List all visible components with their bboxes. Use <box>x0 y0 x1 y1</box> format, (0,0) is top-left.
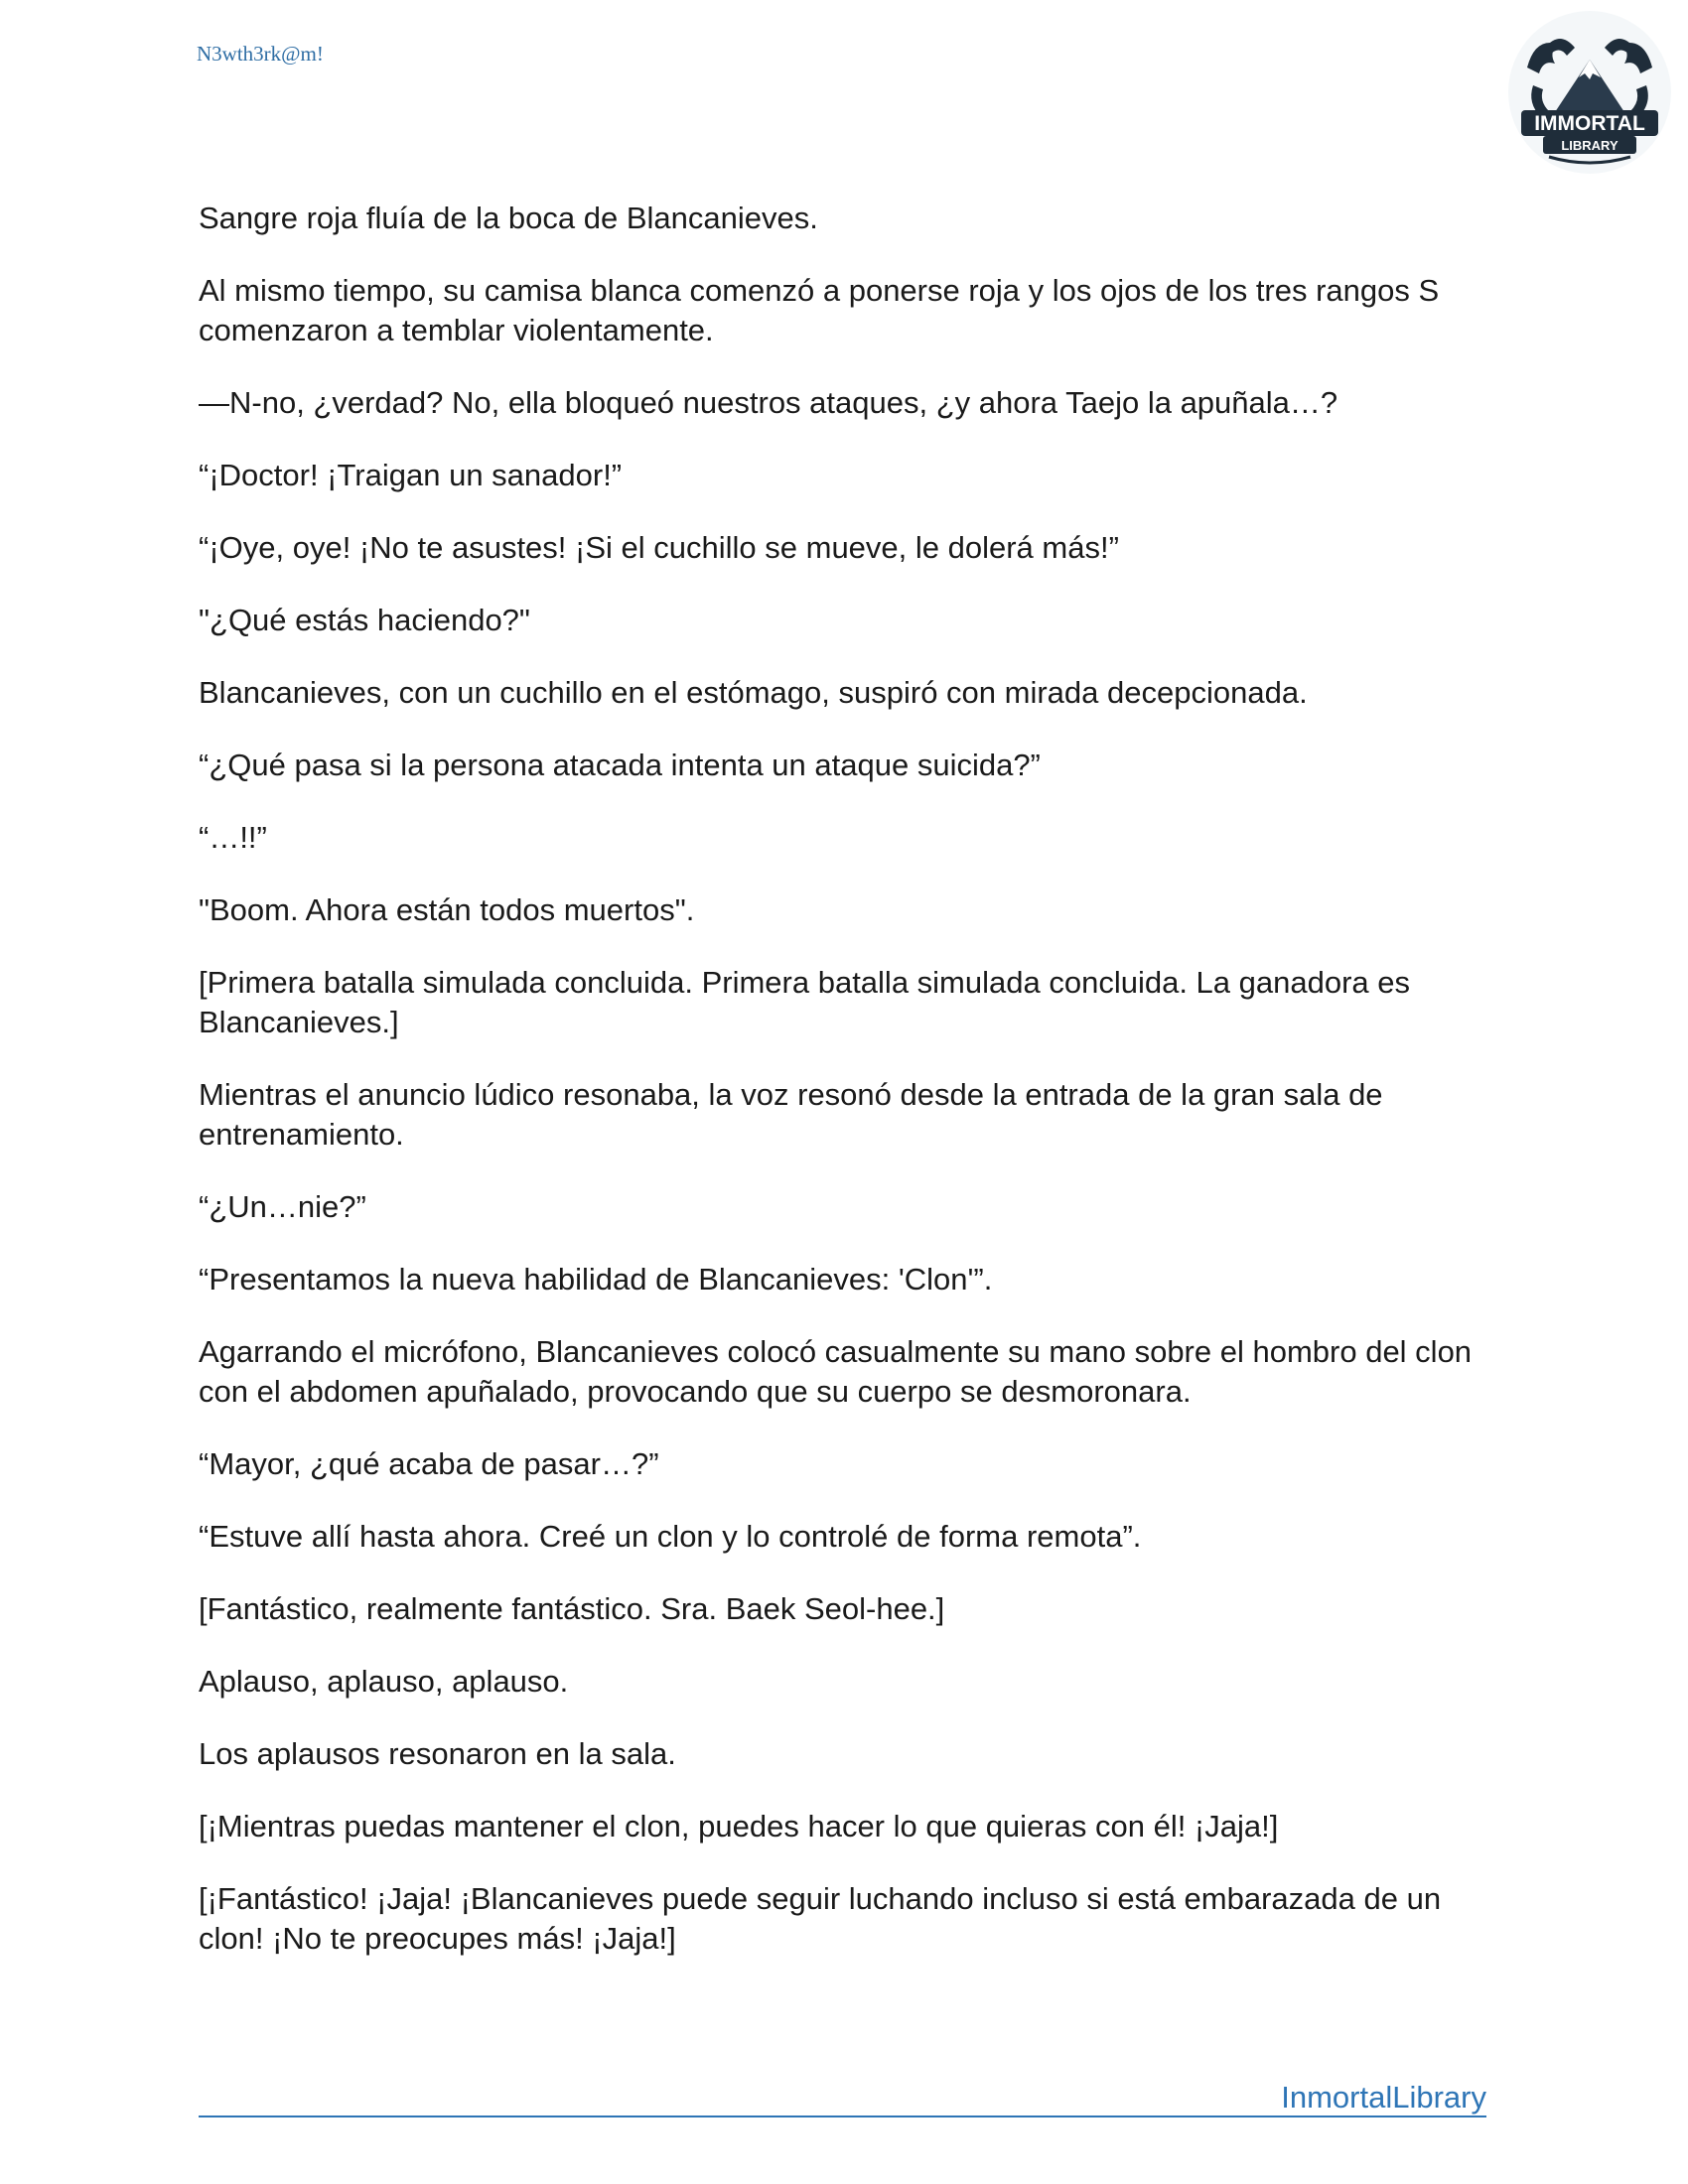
paragraph: [Primera batalla simulada concluida. Primera batalla simulada concluida. La ganadora es Blancanieves.] <box>199 965 1411 1039</box>
paragraph: “¡Doctor! ¡Traigan un sanador!” <box>199 458 623 492</box>
paragraph: “Presentamos la nueva habilidad de Blancanieves: 'Clon'”. <box>199 1262 993 1297</box>
paragraph: Los aplausos resonaron en la sala. <box>199 1736 676 1771</box>
paragraph: “¡Oye, oye! ¡No te asustes! ¡Si el cuchillo se mueve, le dolerá más!” <box>199 530 1119 565</box>
logo-text-bottom: LIBRARY <box>1561 138 1618 153</box>
document-body <box>199 199 1499 1991</box>
paragraph: "¿Qué estás haciendo?" <box>199 603 530 637</box>
paragraph: Aplauso, aplauso, aplauso. <box>199 1664 569 1699</box>
paragraph: “¿Qué pasa si la persona atacada intenta un ataque suicida?” <box>199 748 1041 782</box>
paragraph: [Fantástico, realmente fantástico. Sra. Baek Seol-hee.] <box>199 1591 945 1626</box>
immortal-library-logo <box>1505 8 1674 177</box>
footer-divider <box>199 2116 1486 2117</box>
paragraph: “Estuve allí hasta ahora. Creé un clon y lo controlé de forma remota”. <box>199 1519 1142 1554</box>
paragraph: Agarrando el micrófono, Blancanieves colocó casualmente su mano sobre el hombro del clon con el abdomen apuñalado, provocando que su cuerpo se desmoronara. <box>199 1334 1473 1409</box>
paragraph: Sangre roja fluía de la boca de Blancanieves. <box>199 201 818 235</box>
paragraph: Blancanieves, con un cuchillo en el estómago, suspiró con mirada decepcionada. <box>199 675 1308 710</box>
paragraph: “¿Un…nie?” <box>199 1189 366 1224</box>
paragraph: “Mayor, ¿qué acaba de pasar…?” <box>199 1446 659 1481</box>
header-watermark: N3wth3rk@m! <box>197 42 324 66</box>
paragraph: “…!!” <box>199 820 267 855</box>
paragraph: [¡Mientras puedas mantener el clon, puedes hacer lo que quieras con él! ¡Jaja!] <box>199 1809 1279 1843</box>
paragraph: Al mismo tiempo, su camisa blanca comenzó a ponerse roja y los ojos de los tres rangos S comenzaron a temblar violentamente. <box>199 273 1440 347</box>
paragraph: —N-no, ¿verdad? No, ella bloqueó nuestros ataques, ¿y ahora Taejo la apuñala…? <box>199 385 1338 420</box>
paragraph: Mientras el anuncio lúdico resonaba, la voz resonó desde la entrada de la gran sala de entrenamiento. <box>199 1077 1383 1152</box>
paragraph: [¡Fantástico! ¡Jaja! ¡Blancanieves puede seguir luchando incluso si está embarazada de un clon! ¡No te preocupes más! ¡Jaja!] <box>199 1881 1442 1956</box>
logo-text-top: IMMORTAL <box>1534 112 1645 135</box>
paragraph: "Boom. Ahora están todos muertos". <box>199 892 695 927</box>
footer-library-link[interactable]: InmortalLibrary <box>1281 2080 1486 2115</box>
